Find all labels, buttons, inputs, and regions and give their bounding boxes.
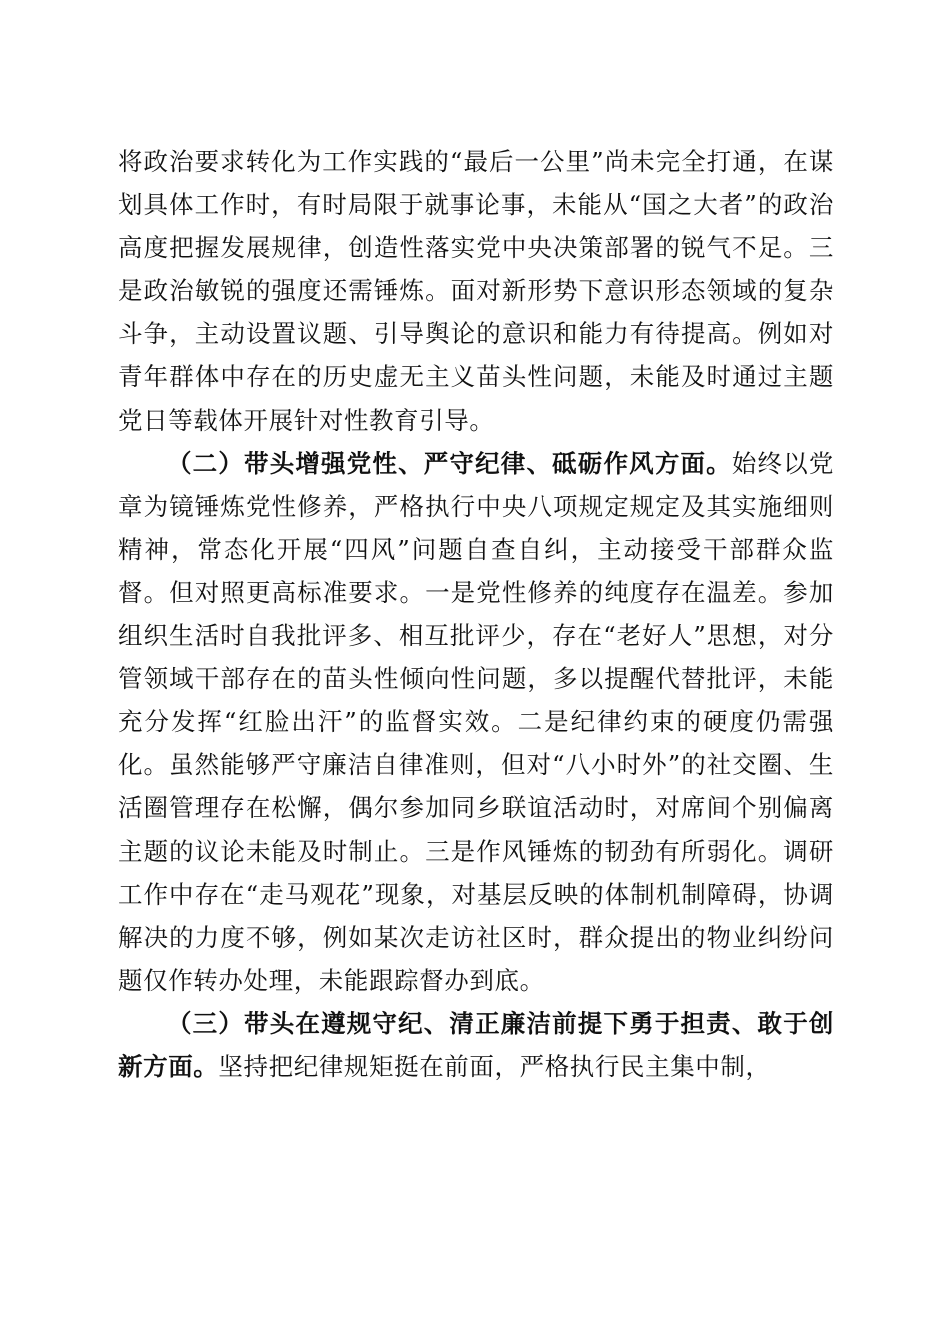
document-page: [118, 140, 834, 1088]
section-heading: （三）带头在遵规守纪、清正廉洁前提下勇于担责、敢于创新方面。: [118, 1008, 834, 1081]
paragraph-section-2: [118, 442, 834, 1002]
paragraph-body: 始终以党章为镜锤炼党性修养，严格执行中央八项规定规定及其实施细则精神，常态化开展“四风”问题自查自纠，主动接受干部群众监督。但对照更高标准要求。一是党性修养的纯度存在温差。参加组织生活时自我批评多、相互批评少，存在“老好人”思想，对分管领域干部存在的苗头性倾向性问题，多以提醒代替批评，未能充分发挥“红脸出汗”的监督实效。二是纪律约束的硬度仍需强化。虽然能够严守廉洁自律准则，但对“八小时外”的社交圈、生活圈管理存在松懈，偶尔参加同乡联谊活动时，对席间个别偏离主题的议论未能及时制止。三是作风锤炼的韧劲有所弱化。调研工作中存在“走马观花”现象，对基层反映的体制机制障碍，协调解决的力度不够，例如某次走访社区时，群众提出的物业纠纷问题仅作转办处理，未能跟踪督办到底。: [118, 448, 835, 995]
section-heading: （二）带头增强党性、严守纪律、砥砺作风方面。: [167, 448, 732, 478]
paragraph-body: 将政治要求转化为工作实践的“最后一公里”尚未完全打通，在谋划具体工作时，有时局限于就事论事，未能从“国之大者”的政治高度把握发展规律，创造性落实党中央决策部署的锐气不足。三是政治敏锐的强度还需锤炼。面对新形势下意识形态领域的复杂斗争，主动设置议题、引导舆论的意识和能力有待提高。例如对青年群体中存在的历史虚无主义苗头性问题，未能及时通过主题党日等载体开展针对性教育引导。: [118, 147, 834, 435]
paragraph-body: 坚持把纪律规矩挺在前面，严格执行民主集中制，: [218, 1051, 771, 1081]
paragraph-continuation: [118, 140, 834, 442]
paragraph-section-3: [118, 1002, 834, 1088]
